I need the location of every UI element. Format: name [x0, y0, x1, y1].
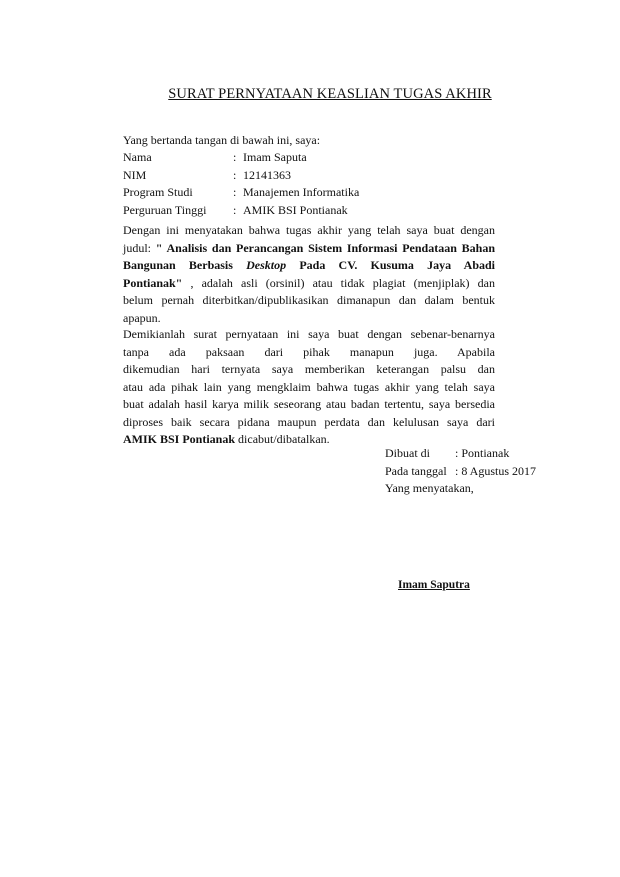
- identity-fields: [123, 149, 503, 219]
- field-value: AMIK BSI Pontianak: [243, 202, 348, 217]
- institution-name: AMIK BSI Pontianak: [123, 432, 236, 446]
- field-row-name: [123, 149, 503, 167]
- field-row-institution: [123, 202, 503, 220]
- paragraph-line: dikemudian hari ternyata saya memberikan keterangan palsu dan: [123, 362, 495, 376]
- paragraph-line: [123, 257, 495, 275]
- paragraph-line: atau ada pihak lain yang mengklaim bahwa tugas akhir yang telah saya: [123, 379, 495, 394]
- paragraph-line: [123, 275, 495, 293]
- field-value: 12141363: [243, 167, 291, 182]
- paragraph-line: apapun.: [123, 310, 161, 325]
- field-row-program: [123, 184, 503, 202]
- paragraph-line: buat adalah hasil karya milik seseorang atau badan tertentu, saya bersedia: [123, 397, 495, 411]
- thesis-title-part: " Analisis dan Perancangan Sistem Informasi Pendataan Bahan: [155, 240, 495, 255]
- thesis-title-part: Pada CV. Kusuma Jaya Abadi: [286, 258, 495, 272]
- paragraph-text: dicabut/dibatalkan.: [235, 432, 330, 446]
- signer-name: Imam Saputra: [398, 579, 470, 591]
- paragraph-line: Demikianlah surat pernyataan ini saya buat dengan sebenar-benarnya: [123, 327, 495, 341]
- place-label: Dibuat di: [385, 446, 430, 460]
- intro-text: Yang bertanda tangan di bawah ini, saya:: [123, 133, 321, 147]
- document-title: SURAT PERNYATAAN KEASLIAN TUGAS AKHIR: [168, 86, 492, 102]
- paragraph-line: tanpa ada paksaan dari pihak manapun juga. Apabila: [123, 344, 495, 359]
- place-value: : Pontianak: [455, 446, 510, 460]
- field-value: Imam Saputa: [243, 150, 307, 164]
- field-separator: :: [233, 202, 237, 217]
- closing-text: Yang menyatakan,: [385, 481, 474, 495]
- field-label: Perguruan Tinggi: [123, 202, 207, 217]
- thesis-title-italic: Desktop: [246, 258, 287, 272]
- date-value: : 8 Agustus 2017: [455, 463, 537, 478]
- field-label: Program Studi: [123, 185, 193, 199]
- judul-prefix: judul:: [123, 240, 156, 255]
- field-label: Nama: [123, 150, 152, 164]
- field-label: NIM: [123, 167, 147, 182]
- paragraph-line: Dengan ini menyatakan bahwa tugas akhir yang telah saya buat dengan: [123, 223, 495, 237]
- date-label: Pada tanggal: [385, 463, 447, 478]
- statement-paragraph: [123, 222, 495, 327]
- paragraph-text: , adalah asli (orsinil) atau tidak plagiat (menjiplak) dan: [182, 275, 495, 290]
- paragraph-line: belum pernah diterbitkan/dipublikasikan dimanapun dan dalam bentuk: [123, 293, 495, 307]
- field-value: Manajemen Informatika: [243, 185, 360, 199]
- place-row: [385, 445, 585, 463]
- date-row: [385, 463, 585, 481]
- field-separator: :: [233, 185, 237, 199]
- paragraph-line: diproses baik secara pidana maupun perdata dan kelulusan saya dari: [123, 414, 495, 429]
- thesis-title-part: Bangunan Berbasis: [123, 258, 247, 272]
- field-separator: :: [233, 167, 237, 182]
- closing-row: [385, 480, 585, 498]
- signature-block: [385, 445, 585, 498]
- thesis-title-part: Pontianak": [123, 275, 183, 290]
- field-separator: :: [233, 150, 237, 164]
- field-row-nim: [123, 167, 503, 185]
- paragraph-line: [123, 240, 495, 258]
- closing-paragraph: [123, 326, 495, 449]
